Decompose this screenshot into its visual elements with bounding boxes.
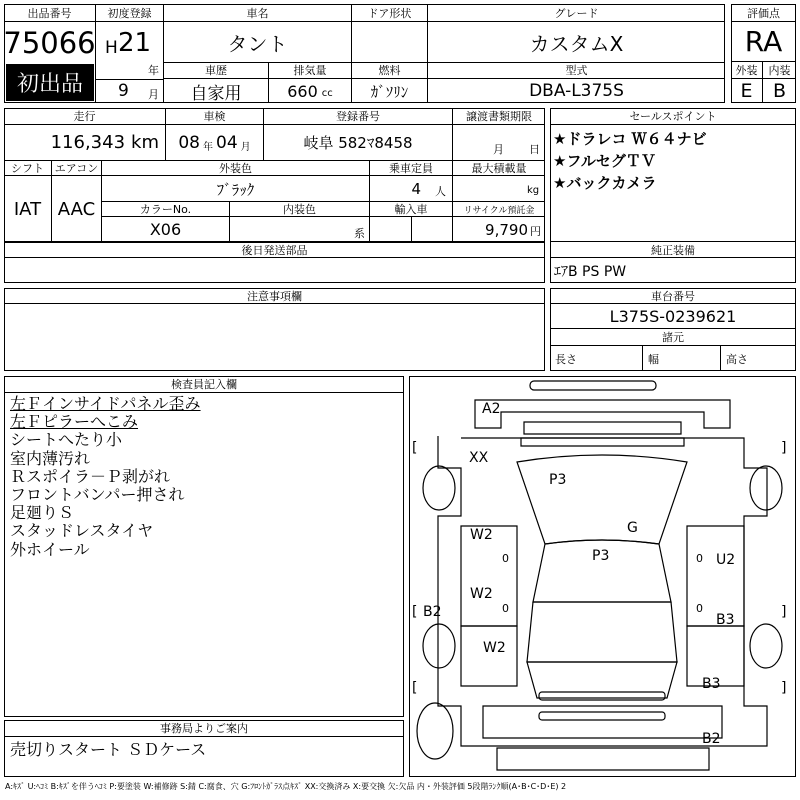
- remark-line: フロントバンパー押され: [10, 485, 185, 505]
- mark-zero: 0: [696, 552, 703, 565]
- office-label: 事務局よりご案内: [4, 720, 404, 737]
- left-front-door-part: [461, 626, 517, 686]
- door-label: ドア形状: [352, 4, 428, 22]
- max-load-cell: [453, 176, 545, 202]
- exterior-label: 外装: [731, 62, 763, 79]
- car-name-label: 車名: [164, 4, 352, 22]
- spare-wheel-part: [417, 703, 453, 759]
- reg-month: 9: [118, 81, 129, 101]
- int-color-label: 内装色: [230, 202, 370, 217]
- ac-label: エアコン: [52, 161, 102, 176]
- front-bumper-part: [483, 706, 722, 738]
- inspection-label: 車検: [166, 108, 264, 125]
- capacity-label: 乗車定員: [370, 161, 453, 176]
- interior-grade: B: [772, 80, 787, 102]
- equipment-label: 純正装備: [550, 241, 796, 258]
- remark-line: 外ホイール: [10, 539, 90, 559]
- recycle: 9,790: [485, 220, 528, 239]
- history: 自家用: [164, 79, 269, 103]
- rear-gate-part: [524, 422, 681, 434]
- length-label: 長さ: [550, 346, 643, 371]
- mark-b2-left: B2: [423, 604, 442, 620]
- mark-b3-rear: B3: [702, 676, 721, 692]
- inspection-year-unit: 年: [203, 142, 213, 153]
- mark-xx: XX: [469, 450, 489, 466]
- recycle-cell: [453, 217, 545, 242]
- score-label: 評価点: [731, 4, 796, 22]
- notes-label: 注意事項欄: [4, 288, 545, 304]
- mileage: 116,343: [50, 132, 126, 153]
- month-unit: 月: [148, 88, 159, 101]
- wheel-part: [750, 624, 782, 668]
- wheel-part: [423, 624, 455, 668]
- front-roof-part: [527, 602, 677, 662]
- sales-point-item: ★ドラレコ Ｗ６４ナビ: [553, 130, 707, 148]
- front-lamp-part: [539, 712, 665, 720]
- width-label: 幅: [643, 346, 721, 371]
- grade: カスタムX: [529, 31, 624, 56]
- front-grille-part: [539, 692, 665, 700]
- sales-points-list: [553, 128, 793, 194]
- chassis-label: 車台番号: [550, 288, 796, 304]
- mileage-cell: [4, 125, 166, 160]
- mark-p3-roof: P3: [592, 548, 610, 564]
- door-value: [352, 22, 428, 62]
- specs-label: 諸元: [550, 329, 796, 346]
- color-no-label: カラーNo.: [102, 202, 230, 217]
- shift: IAT: [4, 176, 52, 242]
- capacity-cell: [370, 176, 453, 202]
- remark-line: 左Ｆピラーへこみ: [10, 412, 139, 432]
- bracket-left-bottom: [: [412, 680, 418, 696]
- displacement-cell: [269, 79, 352, 103]
- year-unit: 年: [148, 64, 159, 77]
- later-parts-label: 後日発送部品: [4, 242, 545, 258]
- inspection-month: 04: [216, 132, 238, 153]
- score: RA: [731, 22, 796, 62]
- era: H: [105, 38, 118, 58]
- inspection-year: 08: [178, 132, 200, 153]
- int-color-cell: [230, 217, 370, 242]
- mark-p3-hood: P3: [549, 472, 567, 488]
- grade-label: グレード: [428, 4, 725, 22]
- import-cell: [370, 217, 453, 242]
- first-reg-month: [96, 80, 164, 103]
- first-reg-year: [96, 22, 164, 80]
- mark-zero: 0: [502, 552, 509, 565]
- exterior-grade: E: [731, 79, 763, 103]
- inspection-cell: [166, 125, 264, 160]
- model-code: DBA-L375S: [529, 81, 624, 101]
- rear-bumper-part: [475, 400, 730, 428]
- displacement-unit: cc: [321, 87, 333, 99]
- inspection-month-unit: 月: [240, 142, 251, 153]
- import-label: 輸入車: [370, 202, 453, 217]
- wheel-part: [423, 466, 455, 510]
- bracket-right-bottom: ]: [781, 680, 787, 696]
- bracket-left-top: [: [412, 440, 418, 456]
- capacity: 4: [411, 180, 421, 198]
- max-load-unit: kg: [527, 185, 540, 196]
- registration: 岐阜 582ﾏ8458: [264, 125, 453, 160]
- mark-zero: 0: [696, 602, 703, 615]
- equipment: ｴｱB PS PW: [554, 263, 627, 280]
- bracket-right-mid: ]: [781, 604, 787, 620]
- office-note: 売切りスタート ＳＤケース: [10, 739, 207, 759]
- mark-w2-front: W2: [470, 527, 493, 543]
- remark-line: Ｒスポイラ－Ｐ剥がれ: [10, 466, 171, 486]
- color-no: X06: [102, 217, 230, 242]
- rear-glass-part: [521, 438, 684, 446]
- remark-line: 室内薄汚れ: [10, 448, 91, 468]
- lot-number: 75066: [4, 22, 96, 64]
- front-apron-part: [497, 748, 709, 770]
- model-code-label: 型式: [428, 62, 725, 79]
- transfer-label: 譲渡書類期限: [453, 108, 545, 125]
- shift-label: シフト: [4, 161, 52, 176]
- mileage-label: 走行: [4, 108, 166, 125]
- sales-point-item: ★バックカメラ: [553, 174, 657, 192]
- sales-points-label: セールスポイント: [550, 108, 796, 125]
- transfer-day-unit: 日: [529, 143, 540, 156]
- recycle-label: リサイクル預託金: [453, 202, 545, 217]
- recycle-unit: 円: [530, 225, 541, 238]
- mark-zero: 0: [502, 602, 509, 615]
- fuel: ｶﾞｿﾘﾝ: [352, 79, 428, 103]
- remark-line: 左Ｆインサイドパネル歪み: [10, 394, 201, 413]
- mark-b3-mid: B3: [716, 612, 735, 628]
- transfer-month-unit: 月: [493, 143, 504, 156]
- remark-line: スタッドレスタイヤ: [10, 521, 154, 541]
- rear-spoiler-part: [530, 381, 656, 390]
- mark-w2-rear: W2: [483, 640, 506, 656]
- mark-b2-bottom: B2: [702, 731, 721, 747]
- capacity-unit: 人: [435, 184, 446, 198]
- chassis-number: L375S-0239621: [550, 304, 796, 329]
- remark-line: シートへたり小: [10, 430, 123, 450]
- history-label: 車歴: [164, 62, 269, 79]
- wheel-part: [750, 466, 782, 510]
- displacement-label: 排気量: [269, 62, 352, 79]
- mark-a2: A2: [482, 401, 501, 417]
- ext-color-label: 外装色: [102, 161, 370, 176]
- bracket-right-top: ]: [781, 440, 787, 456]
- lot-no-label: 出品番号: [4, 4, 96, 22]
- car-name: タント: [164, 22, 352, 62]
- reg-year: 21: [118, 28, 152, 58]
- int-color-unit: 系: [354, 227, 365, 240]
- mark-g: G: [627, 520, 638, 536]
- first-reg-label: 初度登録: [96, 4, 164, 22]
- car-diagram: [409, 376, 796, 777]
- fuel-label: 燃料: [352, 62, 428, 79]
- inspector-label: 検査員記入欄: [4, 376, 404, 393]
- first-listing-badge: 初出品: [6, 64, 94, 101]
- sales-point-item: ★フルセグＴＶ: [553, 152, 656, 170]
- mark-w2-mid: W2: [470, 586, 493, 602]
- height-label: 高さ: [726, 352, 748, 366]
- remark-line: 足廻りＳ: [10, 503, 75, 523]
- legend: A:ｷｽﾞ U:ﾍｺﾐ B:ｷｽﾞを伴うﾍｺﾐ P:要塗装 W:補修跡 S:錆 C:腐食、穴 G:ﾌﾛﾝﾄｶﾞﾗｽ点ｷｽﾞ XX:交換済み X:要交換 欠:欠品 内・外装評価 5段階ﾗﾝｸ順(A･B･C･D･E) 2: [5, 782, 567, 791]
- mark-u2: U2: [716, 552, 736, 568]
- registration-label: 登録番号: [264, 108, 453, 125]
- interior-label: 内装: [763, 62, 796, 79]
- bracket-left-mid: [: [412, 604, 418, 620]
- transfer-cell: [453, 125, 545, 160]
- mileage-unit: km: [131, 132, 159, 153]
- ac: AAC: [52, 176, 102, 242]
- ext-color: ﾌﾞﾗｯｸ: [102, 176, 370, 202]
- displacement: 660: [287, 81, 318, 101]
- hood-part: [517, 455, 687, 544]
- max-load-label: 最大積載量: [453, 161, 545, 176]
- remarks-list: [10, 395, 400, 559]
